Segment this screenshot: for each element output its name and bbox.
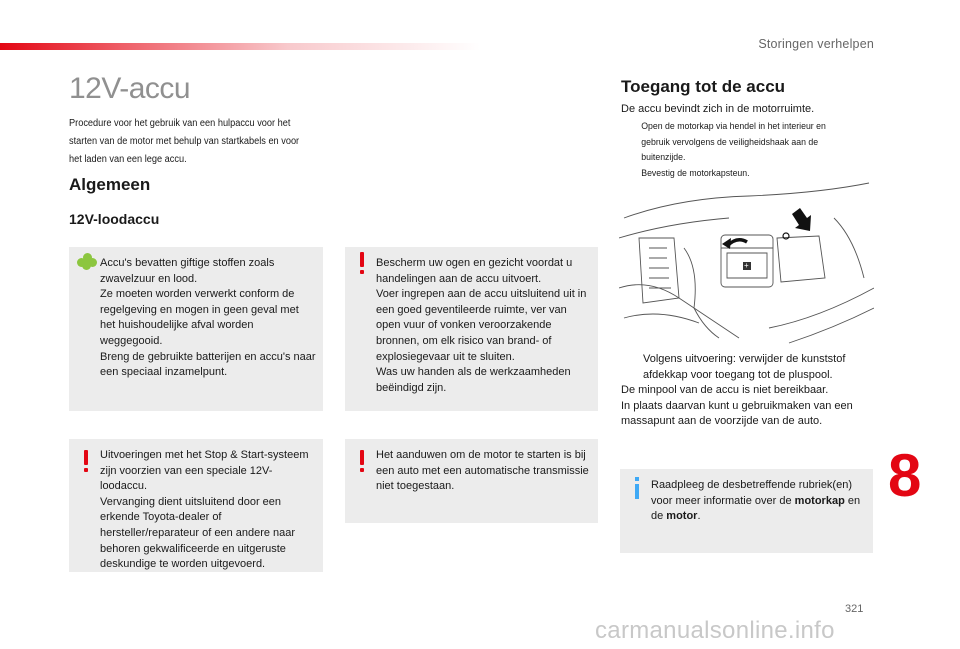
- info-text: Raadpleeg de desbetreffende rubriek(en) voor meer informatie over de motorkap en de motor.: [651, 479, 861, 523]
- eco-notice-box: [69, 247, 323, 411]
- leaf-eco-icon: [77, 253, 97, 271]
- chapter-header: Storingen verhelpen: [758, 37, 874, 51]
- warning-line: Bescherm uw ogen en gezicht voordat u handelingen aan de accu uitvoert.: [376, 257, 573, 285]
- warning-box-push-start: [345, 439, 598, 523]
- access-heading: Toegang tot de accu: [621, 77, 786, 96]
- warning-line: Was uw handen als de werkzaamheden beëindigd zijn.: [376, 366, 571, 394]
- page-title: 12V-accu: [69, 72, 191, 105]
- eco-line: Breng de gebruikte batterijen en accu's naar een speciaal inzamelpunt.: [100, 350, 316, 379]
- access-line: In plaats daarvan kunt u gebruikmaken van een massapunt aan de voorzijde van de auto.: [621, 399, 853, 428]
- warning-line: Vervanging dient uitsluitend door een erkende Toyota-dealer of hersteller/reparateur of een andere naar behoren gekwalificeerde en uitgeruste deskundige te worden uitgevoerd.: [100, 495, 296, 571]
- warning-exclamation-icon: [357, 450, 367, 474]
- svg-text:+: +: [744, 261, 749, 270]
- access-bullets: [621, 119, 857, 181]
- link-engine: motor: [666, 510, 698, 523]
- warning-push-start-text: [376, 448, 592, 495]
- eco-line: Ze moeten worden verwerkt conform de regelgeving en mogen in geen geval met het huishoudelijke afval worden weggegooid.: [100, 288, 299, 347]
- eco-line: Accu's bevatten giftige stoffen zoals zwavelzuur en lood.: [100, 257, 275, 285]
- warning-box-stop-start: [69, 439, 323, 572]
- warning-line: Uitvoeringen met het Stop & Start-systeem zijn voorzien van een speciale 12V-loodaccu.: [100, 449, 309, 493]
- warning-exclamation-icon: [357, 252, 367, 276]
- list-item: Volgens uitvoering: verwijder de kunststof afdekkap voor toegang tot de pluspool.: [643, 353, 846, 381]
- watermark: carmanualsonline.info: [595, 617, 835, 644]
- warning-line: Het aanduwen om de motor te starten is bij een auto met een automatische transmissie niet toegestaan.: [376, 449, 589, 493]
- warning-exclamation-icon: [81, 450, 91, 474]
- info-icon: [632, 477, 642, 501]
- access-after-text: [621, 352, 877, 430]
- engine-bay-illustration: [619, 178, 874, 346]
- eco-notice-text: [100, 256, 317, 381]
- page-number: 321: [845, 603, 864, 615]
- warning-protection-text: [376, 256, 592, 396]
- info-box: [620, 469, 873, 553]
- warning-line: Voer ingrepen aan de accu uitsluitend uit in een goed geventileerde ruimte, ver van open vuur of vonken veroorzakende bronnen, om elk risico van brand- of explosiegevaar uit te sluiten.: [376, 288, 587, 363]
- list-item: Open de motorkap via hendel in het interieur en gebruik vervolgens de veiligheidshaak aan de buitenzijde.: [641, 121, 826, 164]
- section-heading: Algemeen: [69, 175, 151, 194]
- access-lead: De accu bevindt zich in de motorruimte.: [621, 103, 815, 115]
- list-item: Bevestig de motorkapsteun.: [641, 167, 750, 179]
- subsection-heading: 12V-loodaccu: [69, 211, 160, 227]
- chapter-number: 8: [888, 442, 922, 509]
- warning-box-protection: [345, 247, 598, 411]
- link-bonnet: motorkap: [794, 494, 845, 507]
- warning-stop-start-text: [100, 448, 317, 573]
- access-line: De minpool van de accu is niet bereikbaar.: [621, 384, 829, 397]
- intro-text: Procedure voor het gebruik van een hulpaccu voor het starten van de motor met behulp van startkabels en voor het laden van een lege accu.: [69, 118, 300, 165]
- header-accent-bar: [0, 43, 480, 50]
